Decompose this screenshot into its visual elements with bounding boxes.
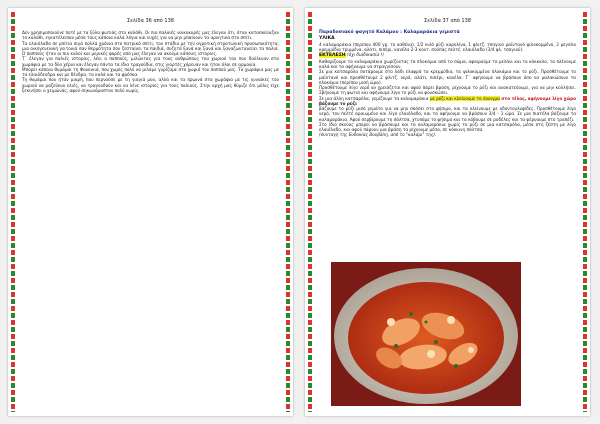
red-emphasis-phrase: στο τέλος, αφήνουμε λίγο χώρο: [501, 95, 576, 101]
right-page: [305, 8, 590, 416]
page-number: Σελίδα 36 από 138: [127, 18, 174, 24]
method-paragraph: βάζουμε το ρύζι μισό γεμάτο για να μην σκάσει στο ψήσιμο, και τα κλείνουμε με οδοντογλυφίδες. Προσθέτουμε λίγο νερό, τον πελτέ αραιωμένο και λίγο ελαιόλαδο, και τα αφήνουμε να βράσουν 3/4 - 1 ώρα. Σε μια πιατέλα βάζουμε τα καλαμαράκια. Αφού σερβίρουμε τη σάλτσα, χτυπάμε το ψήσιμο και τα κόβουμε σε ροδέλες και τα φέρνουμε στο τραπέζι.: [319, 106, 576, 122]
method-paragraph: Προσθέτουμε λίγο νερό αν χρειάζεται και αφού πάρει βράση, ρίχνουμε το ρύζι και ανακατεύουμε, για να μην κολλήσει. Σβήνουμε τη φωτιά και αφήνουμε λίγο το ρύζι να φουσκώσει.: [319, 85, 576, 96]
page-number: Σελίδα 37 από 138: [424, 18, 471, 24]
paragraph: Μπορεί κάποια θυμάμαι τη Φουκικιά, που χωρίς πολύ να μιλάμε γυρίζαμε στο χωριό του παππού μας. Τα χωράφια μας με τα ελαιόδενδρα και με δένδρα, τα καλά και τα φρέσκα.: [22, 66, 279, 77]
method-paragraph: [319, 96, 576, 107]
ingredients-heading: ΥΛΙΚΑ: [319, 35, 335, 41]
right-decorative-border: [583, 12, 587, 412]
left-page-text: [22, 30, 279, 93]
method-heading: ΕΚΤΕΛΕΣΗ: [319, 53, 346, 59]
recipe-credit: (συνταγή της Ευδοκίας Βουβάλη, από το "καλάμι" της).: [319, 132, 437, 138]
method-paragraph: Στο ίδιο σκεύος μπορεί να βράσουμε και τα καλαμαράκια χωρίς το ρύζι σε μια κατσαρόλα, μέσα στη ζέστη με λίγο ελαιόλαδο, και αφού πάρουν μια βράση τα ρίχνουμε μέσα, σε κόκκινη σάλτσα.: [319, 121, 576, 133]
paragraph: Τ΄ έλεγαν για παλιές ιστορίες, λέει ο παππούς, μιλώντας για τους ανθρώπους του χωριού του που δούλευαν στα χωράφια με τα δύο χέρια και έλεγαν πάντα τα ίδια τραγούδια, στις γιορτές χόρευαν και ήταν όλοι σε αρμονία.: [22, 56, 279, 67]
paragraph: Τη θυμάμαι που ήταν μικρή, που περνούσε με τη γιαγιά μου, αλλά και τα πρωινά στα χωράφια με τις γυναίκες του χωριού να μαζεύουν ελιές, να τραγουδούν και να λένε ιστορίες για τους παλιούς. Στην αρχή μας θύμιζε ότι μόλις είχε ξεκινήσει ο χειμώνας, αφού σηκωνόμασταν πολύ νωρίς.: [22, 77, 279, 93]
recipe-title: Παραδοσιακό φαγητό Καλάμου : Καλαμαράκια γεμιστά: [319, 30, 460, 35]
left-page: [8, 8, 293, 416]
method-paragraph: Σε μια κατσαρόλα σοτάρουμε στο λάδι ελαφρά τα κρεμμύδια, τα ψιλοκομμένα πλοκάμια και το ρύζι. Προσθέτουμε το μαϊντανό και προσθέτουμε 2 φλιτζ. νερό, αλάτι, πιπέρι, κανέλα. Τ΄ αφήνουμε να βράσουν όσο να μαλακώσουν τα πλοκάμια (περίπου μισή ώρα).: [319, 69, 576, 85]
stuffed-squid-photo: [331, 262, 521, 406]
highlight-phrase: με ρύζι και κλείνουμε το άνοιγμα: [429, 95, 500, 101]
left-decorative-border: [11, 12, 15, 412]
method-note: (όχι διαδικασία !): [347, 52, 384, 58]
left-decorative-border: [308, 12, 312, 412]
right-page-text: [319, 30, 576, 138]
method-sentence-start: Σε μια άλλη κατσαρόλα, γεμίζουμε τα καλαμαράκια: [319, 95, 429, 101]
right-decorative-border: [286, 12, 290, 412]
paragraph: Δεν χρησιμοποιούνε ποτέ με τα ξύλα φωτιάς στο καλάθι. Οι πιο παλαιές νοικοκυρές μας έλεγαν ότι, όταν κατασκεύαζαν το καλάθι, εγκατέλειπαν μέσα τους κάποια καλά λόγια και ευχές για να μην μπαίνουν τα αρνητικά στο σπίτι.: [22, 30, 279, 41]
method-paragraph: Καθαρίζουμε τα καλαμαράκια χωρίζοντας τα πλοκάμια από το σώμα, αφαιρούμε το μελάνι και το κόκκαλο, τα πλένουμε καλά και τα αφήνουμε να στραγγίσουν.: [319, 58, 576, 70]
bold-emphasis-phrase: βάζουμε το ρύζι: [319, 100, 357, 106]
paragraph: Τα ελαιόλαδα σε μπίτια σιγά πολλά χρόνια στο πατρικό σπίτι, τον στάδιο με την αγροτική στρατωνική προσωπικότητα, μια οικογενειακή γειτονιά σαν θερμότητα που ζεσταίνει τα παιδιά, συζητά ξανά και ξανά και ξαναζωντανεύει τα παλιά. Ο παππούς ήταν οι πιο καλοί και μερικές φορές από μας έλεγαν να ακούμε κάποιες ιστορίες.: [22, 40, 279, 56]
ingredients-text: 4 καλαμαράκια (περίπου 400 γρ. το καθένα), 1/2 κιλό ρύζι καρολίνα, 1 φλιτζ. τσαγιού μαϊντανό ψιλοκομμένο, 2 μεγάλα κρεμμύδια τριμμένα, αλάτι, πιπέρι, κανέλα 2-3 κουτ. σούπας πελτέ, ελαιόλαδο (3/4 φλ. τσαγιού).: [319, 41, 576, 52]
